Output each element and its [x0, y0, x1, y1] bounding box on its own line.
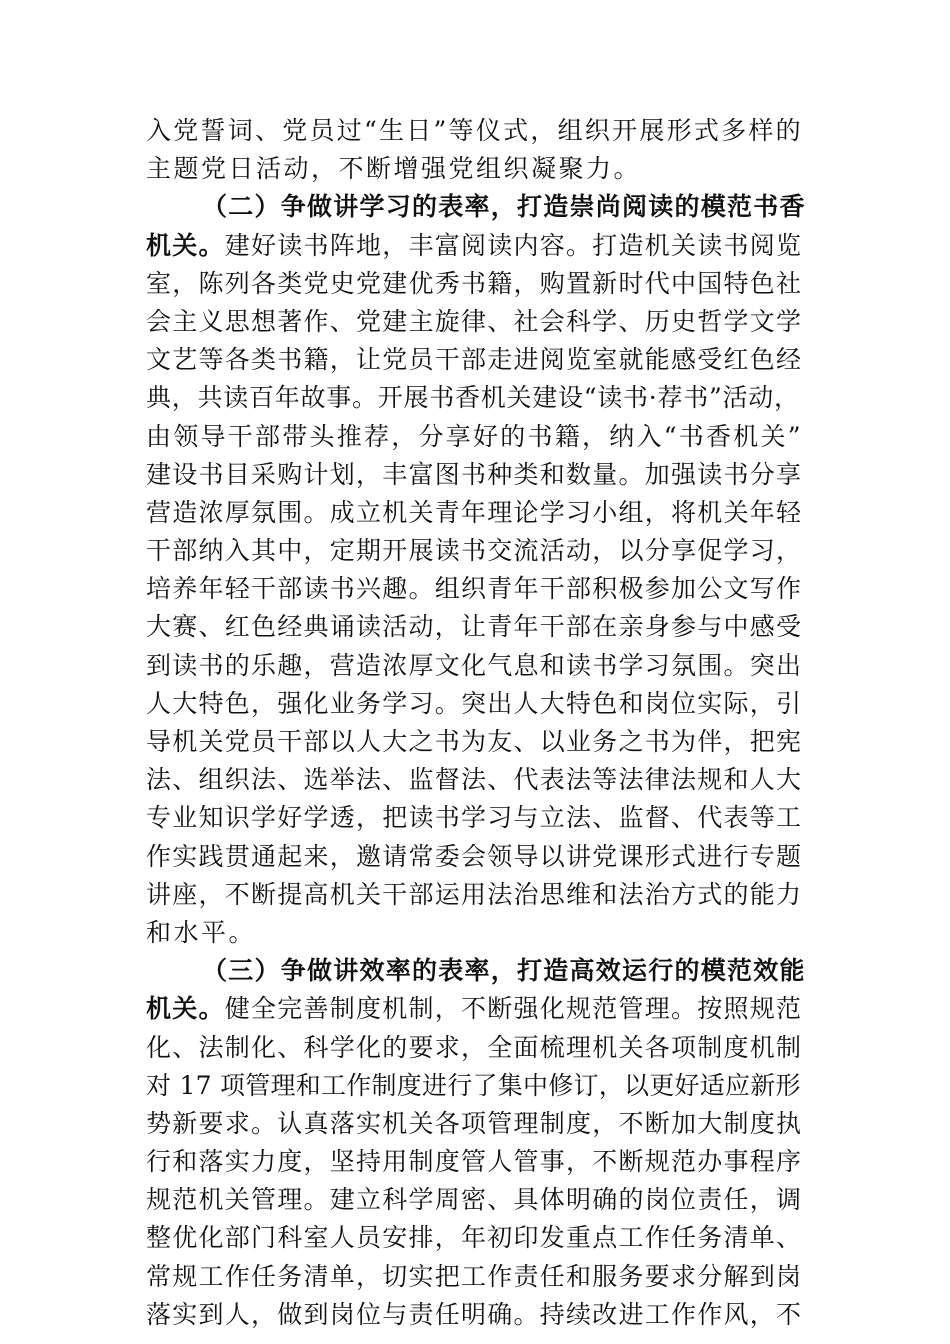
text-line: [146, 1219, 806, 1257]
text-line: [146, 570, 806, 608]
body-text: 主题党日活动，不断增强党组织凝聚力。: [146, 154, 642, 184]
body-text: 讲座，不断提高机关干部运用法治思维和法治方式的能力: [146, 879, 803, 909]
body-text: 作实践贯通起来，邀请常委会领导以讲党课形式进行专题: [146, 841, 803, 871]
text-line: [146, 1258, 806, 1296]
text-line: [146, 647, 806, 685]
text-line: [146, 341, 806, 379]
text-line: [146, 1181, 806, 1219]
text-line: [146, 456, 806, 494]
text-line: [146, 188, 806, 226]
text-line: [146, 1029, 806, 1067]
body-text: 典，共读百年故事。开展书香机关建设“读书·荐书”活动，: [146, 383, 800, 413]
body-text: 势新要求。认真落实机关各项管理制度，不断加大制度执: [146, 1108, 803, 1138]
text-line: [146, 303, 806, 341]
body-text: 干部纳入其中，定期开展读书交流活动，以分享促学习，: [146, 536, 803, 566]
text-line: [146, 723, 806, 761]
text-line: [146, 761, 806, 799]
text-line: [146, 876, 806, 914]
body-text: 人大特色，强化业务学习。突出人大特色和岗位实际，引: [146, 688, 803, 718]
text-line: [146, 150, 806, 188]
text-line: [146, 914, 806, 952]
body-text: 室，陈列各类党史党建优秀书籍，购置新时代中国特色社: [146, 268, 803, 298]
text-line: [146, 990, 806, 1028]
heading-text: （三）争做讲效率的表率，打造高效运行的模范效能: [202, 956, 806, 986]
body-text: 大赛、红色经典诵读活动，让青年干部在亲身参与中感受: [146, 612, 803, 642]
body-text: 落实到人，做到岗位与责任明确。持续改进工作作风，不: [146, 1299, 803, 1329]
text-line: [146, 608, 806, 646]
text-line: [146, 379, 806, 417]
text-line: [146, 1067, 806, 1105]
body-text: 行和落实力度，坚持用制度管人管事，不断规范办事程序: [146, 1147, 803, 1177]
text-line: [146, 112, 806, 150]
body-text: 常规工作任务清单，切实把工作责任和服务要求分解到岗: [146, 1261, 803, 1291]
body-text: 化、法制化、科学化的要求，全面梳理机关各项制度机制: [146, 1032, 803, 1062]
text-line: [146, 838, 806, 876]
text-line: [146, 227, 806, 265]
text-line: [146, 494, 806, 532]
body-text: 规范机关管理。建立科学周密、具体明确的岗位责任，调: [146, 1185, 803, 1215]
body-text: 整优化部门科室人员安排，年初印发重点工作任务清单、: [146, 1223, 803, 1253]
text-line: [146, 418, 806, 456]
body-text: 文艺等各类书籍，让党员干部走进阅览室就能感受红色经: [146, 345, 803, 375]
body-text: 对 17 项管理和工作制度进行了集中修订，以更好适应新形: [146, 1070, 801, 1100]
text-line: [146, 532, 806, 570]
body-text: 入党誓词、党员过“生日”等仪式，组织开展形式多样的: [146, 116, 803, 145]
body-text: 营造浓厚氛围。成立机关青年理论学习小组，将机关年轻: [146, 497, 803, 527]
heading-text: （二）争做讲学习的表率，打造崇尚阅读的模范书香: [202, 192, 806, 222]
body-text: 专业知识学好学透，把读书学习与立法、监督、代表等工: [146, 803, 803, 833]
heading-text: 机关。: [146, 230, 225, 260]
body-text: 由领导干部带头推荐，分享好的书籍，纳入“书香机关”: [146, 421, 803, 451]
body-text: 培养年轻干部读书兴趣。组织青年干部积极参加公文写作: [146, 574, 803, 604]
body-text: 和水平。: [146, 917, 257, 947]
text-line: [146, 1296, 806, 1334]
body-text: 会主义思想著作、党建主旋律、社会科学、历史哲学文学: [146, 306, 803, 336]
body-text: 建设书目采购计划，丰富图书种类和数量。加强读书分享: [146, 459, 803, 489]
text-line: [146, 265, 806, 303]
text-line: [146, 1143, 806, 1181]
document-page: [146, 112, 806, 1334]
body-text: 健全完善制度机制，不断强化规范管理。按照规范: [224, 994, 803, 1024]
body-text: 法、组织法、选举法、监督法、代表法等法律法规和人大: [146, 765, 803, 795]
body-text: 导机关党员干部以人大之书为友、以业务之书为伴，把宪: [146, 727, 803, 756]
heading-text: 机关。: [146, 994, 225, 1024]
text-line: [146, 1105, 806, 1143]
body-text: 到读书的乐趣，营造浓厚文化气息和读书学习氛围。突出: [146, 650, 803, 680]
text-line: [146, 799, 806, 837]
text-line: [146, 952, 806, 990]
body-text: 建好读书阵地，丰富阅读内容。打造机关读书阅览: [224, 230, 803, 260]
text-line: [146, 685, 806, 723]
